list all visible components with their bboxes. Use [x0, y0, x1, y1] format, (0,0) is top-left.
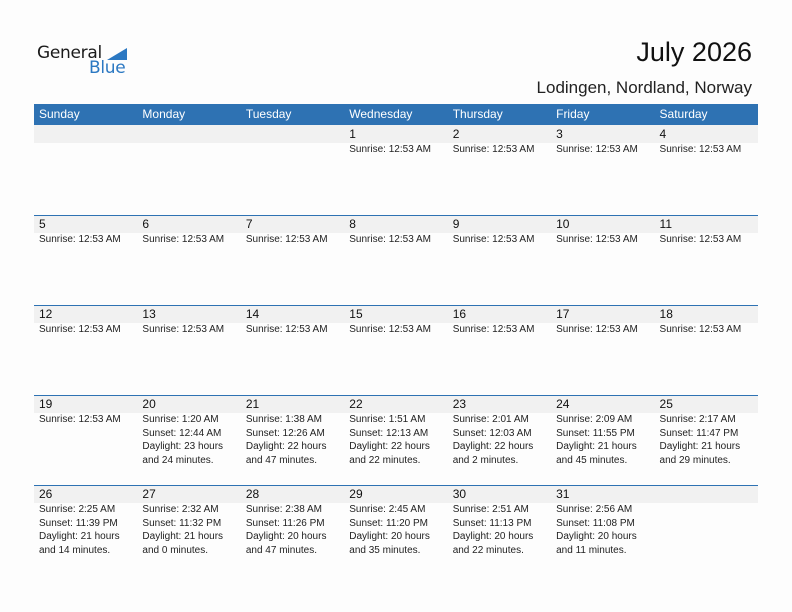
day-cell	[137, 305, 240, 337]
daylight-text: Daylight: 21 hours	[142, 531, 224, 542]
day-cell	[137, 215, 240, 247]
sunrise-text: Sunrise: 12:53 AM	[452, 234, 535, 245]
sunrise-text: Sunrise: 12:53 AM	[452, 324, 535, 335]
daylight-text: and 22 minutes.	[452, 544, 524, 556]
week-row	[34, 485, 758, 575]
day-number: 18	[659, 307, 673, 321]
day-cell	[655, 395, 758, 467]
sunrise-text: Sunrise: 12:53 AM	[245, 234, 328, 245]
day-number: 19	[39, 397, 53, 411]
sunrise-text: Sunrise: 12:53 AM	[142, 234, 225, 245]
day-number: 10	[556, 217, 570, 231]
day-number: 4	[659, 127, 667, 141]
day-cell	[241, 305, 344, 337]
logo-text-general: General	[37, 43, 102, 63]
day-number: 16	[452, 307, 467, 321]
day-number: 12	[39, 307, 53, 321]
day-cell	[344, 215, 447, 247]
daylight-text: and 22 minutes.	[349, 454, 421, 466]
day-number: 25	[659, 397, 673, 411]
sunrise-text: Sunrise: 12:53 AM	[556, 324, 638, 335]
sunrise-text: Sunrise: 12:53 AM	[349, 234, 431, 245]
sunset-text: Sunset: 11:20 PM	[349, 517, 429, 529]
sunrise-text: Sunrise: 1:51 AM	[349, 414, 426, 425]
daylight-text: Daylight: 21 hours	[659, 441, 741, 452]
calendar-grid	[34, 104, 758, 575]
day-cell	[551, 215, 654, 247]
sunset-text: Sunset: 11:32 PM	[142, 517, 222, 529]
weekday-saturday: Saturday	[659, 107, 708, 121]
sunset-text: Sunset: 11:55 PM	[556, 427, 635, 439]
sunrise-text: Sunrise: 2:38 AM	[245, 504, 322, 515]
daylight-text: Daylight: 22 hours	[452, 441, 534, 452]
day-cell	[344, 485, 447, 557]
week-row	[34, 305, 758, 395]
week-row	[34, 395, 758, 485]
day-cell	[34, 215, 137, 247]
daylight-text: Daylight: 21 hours	[39, 531, 120, 542]
sunset-text: Sunset: 12:03 AM	[452, 427, 532, 439]
sunrise-text: Sunrise: 2:56 AM	[556, 504, 633, 515]
daylight-text: and 45 minutes.	[556, 454, 628, 466]
sunrise-text: Sunrise: 12:53 AM	[39, 324, 121, 335]
daylight-text: and 24 minutes.	[142, 454, 214, 466]
sunrise-text: Sunrise: 12:53 AM	[452, 144, 535, 155]
day-number: 26	[39, 487, 53, 501]
day-cell	[448, 215, 551, 247]
weekday-sunday: Sunday	[39, 107, 80, 121]
sunrise-text: Sunrise: 12:53 AM	[39, 234, 121, 245]
daylight-text: and 47 minutes.	[245, 544, 318, 556]
daylight-text: Daylight: 21 hours	[556, 441, 637, 452]
sunset-text: Sunset: 12:13 AM	[349, 427, 429, 439]
day-number: 7	[245, 217, 253, 231]
sunset-text: Sunset: 11:47 PM	[659, 427, 739, 439]
day-number: 17	[556, 307, 570, 321]
week-row	[34, 125, 758, 215]
sunset-text: Sunset: 11:26 PM	[245, 517, 325, 529]
day-number	[142, 125, 240, 143]
day-cell	[241, 485, 344, 557]
week-row	[34, 215, 758, 305]
sunset-text: Sunset: 11:08 PM	[556, 517, 635, 529]
day-cell	[34, 485, 137, 557]
day-number	[660, 485, 758, 503]
sunrise-text: Sunrise: 12:53 AM	[245, 324, 328, 335]
day-cell	[551, 125, 654, 157]
sunset-text: Sunset: 12:44 AM	[142, 427, 222, 439]
weekday-tuesday: Tuesday	[245, 107, 292, 121]
sunrise-text: Sunrise: 12:53 AM	[39, 414, 121, 425]
daylight-text: Daylight: 23 hours	[142, 441, 224, 452]
day-number: 22	[349, 397, 363, 411]
weekday-friday: Friday	[556, 107, 590, 121]
daylight-text: and 14 minutes.	[39, 544, 111, 556]
sunrise-text: Sunrise: 12:53 AM	[659, 324, 742, 335]
sunrise-text: Sunrise: 2:25 AM	[39, 504, 116, 515]
empty-day-cell	[34, 125, 137, 157]
sunrise-text: Sunrise: 12:53 AM	[659, 234, 742, 245]
day-cell	[448, 395, 551, 467]
sunrise-text: Sunrise: 2:17 AM	[659, 414, 736, 425]
sunset-text: Sunset: 11:13 PM	[452, 517, 532, 529]
day-number: 20	[142, 397, 156, 411]
sunrise-text: Sunrise: 2:32 AM	[142, 504, 219, 515]
day-cell	[655, 305, 758, 337]
sunrise-text: Sunrise: 1:38 AM	[245, 414, 322, 425]
empty-day-cell	[241, 125, 344, 157]
daylight-text: and 35 minutes.	[349, 544, 421, 556]
weekday-monday: Monday	[142, 107, 186, 121]
empty-day-cell	[655, 485, 758, 557]
daylight-text: Daylight: 20 hours	[452, 531, 534, 542]
day-number: 5	[39, 217, 46, 231]
weekday-header-row	[34, 104, 758, 125]
day-number: 11	[659, 217, 672, 231]
day-number: 13	[142, 307, 156, 321]
daylight-text: and 0 minutes.	[142, 544, 209, 556]
day-cell	[241, 395, 344, 467]
day-number: 14	[245, 307, 260, 321]
day-number	[246, 125, 344, 143]
sunrise-text: Sunrise: 12:53 AM	[556, 234, 638, 245]
day-number: 2	[452, 127, 460, 141]
day-number: 9	[452, 217, 460, 231]
day-number: 8	[349, 217, 356, 231]
weeks-container	[34, 125, 758, 575]
day-number: 3	[556, 127, 563, 141]
day-cell	[448, 305, 551, 337]
general-blue-logo	[37, 43, 137, 83]
sunrise-text: Sunrise: 12:53 AM	[349, 324, 431, 335]
day-number: 1	[349, 127, 356, 141]
day-cell	[448, 125, 551, 157]
empty-day-cell	[137, 125, 240, 157]
sunset-text: Sunset: 11:39 PM	[39, 517, 118, 529]
daylight-text: Daylight: 22 hours	[349, 441, 430, 452]
day-cell	[551, 395, 654, 467]
day-number: 24	[556, 397, 570, 411]
location-subtitle: Lodingen, Nordland, Norway	[536, 78, 752, 97]
daylight-text: and 11 minutes.	[556, 544, 627, 556]
day-number: 15	[349, 307, 363, 321]
day-number: 30	[452, 487, 467, 501]
day-cell	[448, 485, 551, 557]
day-number: 23	[452, 397, 467, 411]
page-title: July 2026	[636, 37, 752, 67]
sunrise-text: Sunrise: 12:53 AM	[142, 324, 225, 335]
daylight-text: Daylight: 20 hours	[556, 531, 637, 542]
weekday-thursday: Thursday	[452, 107, 503, 121]
daylight-text: Daylight: 20 hours	[349, 531, 430, 542]
day-number: 31	[556, 487, 570, 501]
sunrise-text: Sunrise: 2:09 AM	[556, 414, 633, 425]
day-cell	[137, 395, 240, 467]
day-number: 27	[142, 487, 156, 501]
daylight-text: Daylight: 22 hours	[245, 441, 327, 452]
day-cell	[137, 485, 240, 557]
daylight-text: Daylight: 20 hours	[245, 531, 327, 542]
day-number: 29	[349, 487, 363, 501]
day-number: 6	[142, 217, 150, 231]
sunrise-text: Sunrise: 1:20 AM	[142, 414, 219, 425]
sunrise-text: Sunrise: 12:53 AM	[556, 144, 638, 155]
day-number	[39, 125, 137, 143]
day-cell	[655, 125, 758, 157]
day-cell	[34, 395, 137, 467]
day-number: 21	[245, 397, 260, 411]
logo-text-blue: Blue	[89, 58, 126, 78]
sunset-text: Sunset: 12:26 AM	[245, 427, 325, 439]
sunrise-text: Sunrise: 2:51 AM	[452, 504, 529, 515]
sunrise-text: Sunrise: 2:01 AM	[452, 414, 529, 425]
sunrise-text: Sunrise: 2:45 AM	[349, 504, 426, 515]
day-cell	[655, 215, 758, 247]
day-cell	[34, 305, 137, 337]
day-cell	[344, 125, 447, 157]
day-cell	[241, 215, 344, 247]
day-number: 28	[245, 487, 260, 501]
sunrise-text: Sunrise: 12:53 AM	[659, 144, 742, 155]
day-cell	[551, 305, 654, 337]
day-cell	[344, 395, 447, 467]
daylight-text: and 29 minutes.	[659, 454, 731, 466]
daylight-text: and 2 minutes.	[452, 454, 519, 466]
sunrise-text: Sunrise: 12:53 AM	[349, 144, 431, 155]
weekday-wednesday: Wednesday	[349, 107, 413, 121]
daylight-text: and 47 minutes.	[245, 454, 318, 466]
day-cell	[551, 485, 654, 557]
day-cell	[344, 305, 447, 337]
